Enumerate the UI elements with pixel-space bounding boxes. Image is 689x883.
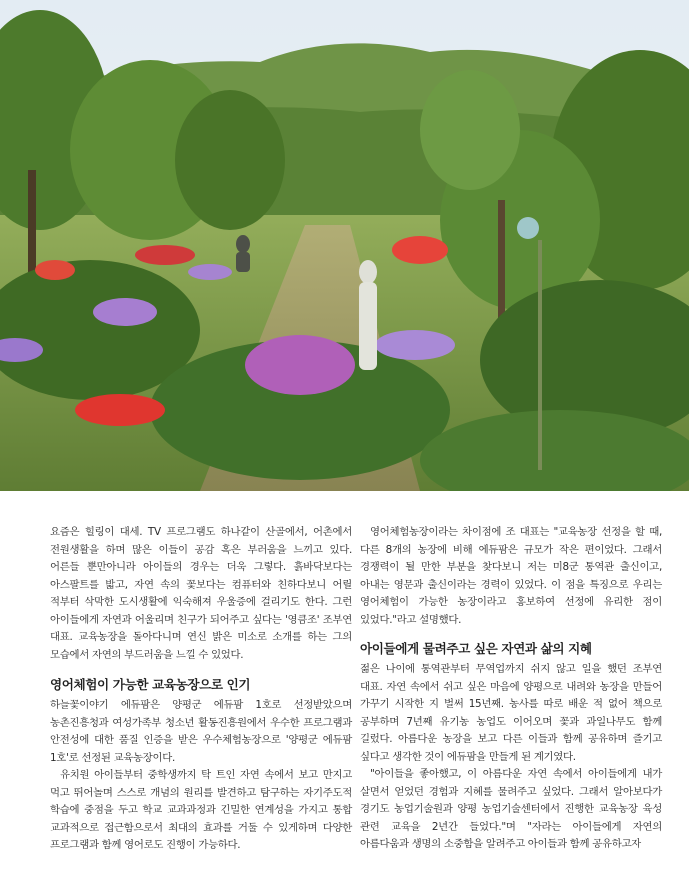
body-paragraph: 유치원 아이들부터 중학생까지 탁 트인 자연 속에서 보고 만지고 먹고 뛰어놀며 스스로 개념의 원리를 발견하고 탐구하는 자기주도적 학습에 중점을 두고 학교 교과과정과 긴밀한 연계성을 가지고 통합 교과적으로 접근함으로서 최대의 효과를 거둘 수 있게하며 다양한 프로그램과 함께 영어로도 진행이 가능하다.: [50, 769, 352, 851]
body-paragraph: 하늘꽃이야기 에듀팜은 양평군 에듀팜 1호로 선정받았으며 농촌진흥청과 여성가족부 청소년 활동진흥원에서 우수한 프로그램과 안전성에 대한 품질 인증을 받은 우수체험농장으로 '양평군 에듀팜 1호'로 선정된 교육농장이다.: [50, 699, 352, 764]
article-left-column: [50, 524, 352, 855]
body-paragraph: 젊은 나이에 통역관부터 무역업까지 쉬지 않고 일을 했던 조부연 대표. 자연 속에서 쉬고 싶은 마음에 양평으로 내려와 농장을 만들어 가꾸기 시작한 지 벌써 15년째. 농사를 따로 배운 적 없어 책으로 공부하며 7년째 유기농 농업도 이어오며 꽃과 과일나무도 함께 길렀다. 아름다운 농장을 보고 다른 이들과 함께 공유하며 즐기고 싶다고 생각한 것이 에듀팜을 만들게 된 계기였다.: [360, 663, 662, 763]
section-heading-english-farm: 영어체험이 가능한 교육농장으로 인기: [50, 677, 251, 692]
body-paragraph: "아이들을 좋아했고, 이 아름다운 자연 속에서 아이들에게 내가 살면서 얻었던 경험과 지혜를 물려주고 싶었다. 그래서 알아보다가 경기도 농업기술원과 양평 농업기술센터에서 진행한 교육농장 육성 관련 교육을 2년간 들었다."며 "자라는 아이들에게 자연의 아름다움과 생명의 소중함을 알려주고 아이들과 함께 공유하고자: [360, 768, 662, 850]
article-right-column: [360, 524, 662, 854]
intro-paragraph: 요즘은 힐링이 대세. TV 프로그램도 하나같이 산골에서, 어촌에서 전원생활을 하며 많은 이들이 공감 혹은 부러움을 느끼고 있다. 어른들 뿐만아니라 아이들의 경우는 더욱 그렇다. 흙바닥보다는 아스팔트를 밟고, 자연 속의 꽃보다는 컴퓨터와 친하다보니 어릴 적부터 삭막한 도시생활에 익숙해져 우울증에 걸리기도 한다. 그런 아이들에게 자연과 어울리며 친구가 되어주고 싶다는 '영큼조' 조부연 대표. 교육농장을 돌아다니며 연신 밝은 미소로 소개를 하는 그의 모습에서 자연의 부드러움을 느낄 수 있었다.: [50, 526, 352, 661]
body-paragraph: 영어체험농장이라는 차이점에 조 대표는 "교육농장 선정을 할 때, 다른 8개의 농장에 비해 에듀팜은 규모가 작은 편이었다. 그래서 경쟁력이 될 만한 부분을 찾다보니 저는 미8군 통역관 출신이고, 아내는 영문과 출신이라는 경력이 있었다. 이 점을 특징으로 우리는 영어체험이 가능한 농장이라고 홍보하여 선정에 유리한 점이 있었다."라고 설명했다.: [360, 526, 662, 626]
section-heading-nature-wisdom: 아이들에게 물려주고 싶은 자연과 삶의 지혜: [360, 641, 592, 656]
